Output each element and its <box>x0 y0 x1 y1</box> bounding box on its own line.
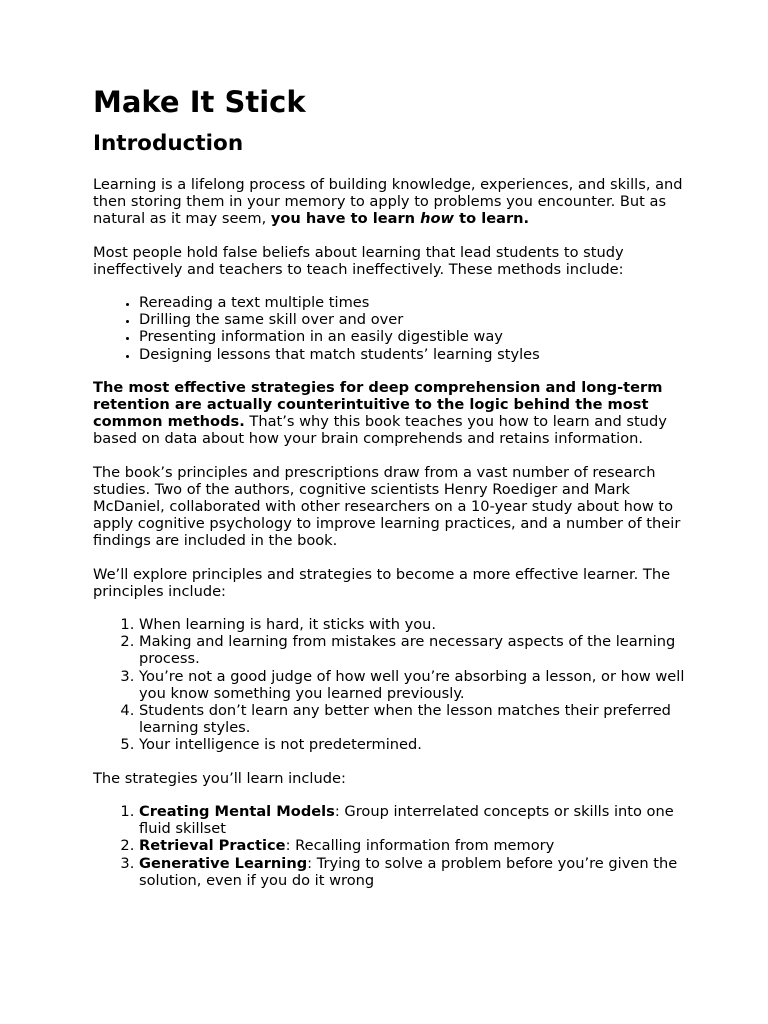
false-beliefs-list <box>93 294 693 363</box>
section-heading: Introduction <box>93 131 244 156</box>
intro-bold-before: you have to learn <box>270 210 421 228</box>
research-paragraph: The book’s principles and prescriptions draw from a vast number of research studies. Two of the authors, cognitive scientists Henry Roediger and Mark McDaniel, collaborated with other researchers on a 10-year study about how to apply cognitive psychology to improve learning practices, and a number of their findings are included in the book. <box>93 463 681 550</box>
intro-text: Learning is a lifelong process of building knowledge, experiences, and skills, and then storing them in your memory to apply to problems you encounter. But as natural as it may seem, <box>93 176 683 228</box>
principles-paragraph: We’ll explore principles and strategies to become a more effective learner. The principles include: <box>93 565 671 600</box>
document-title: Make It Stick <box>93 85 306 119</box>
effective-text: That’s why this book teaches you how to learn and study based on data about how your brain comprehends and retains information. <box>93 413 667 448</box>
list-item: 2. Making and learning from mistakes are necessary aspects of the learning process. <box>139 633 693 667</box>
strategy-desc: : Group interrelated concepts or skills into one fluid skillset <box>139 802 674 838</box>
intro-bold-italic: how <box>420 210 455 228</box>
list-item: • Drilling the same skill over and over <box>139 311 693 328</box>
effective-paragraph <box>93 379 693 448</box>
principles-list <box>93 616 693 754</box>
list-item <box>139 837 693 854</box>
document-page <box>93 84 693 905</box>
strategies-paragraph: The strategies you’ll learn include: <box>93 769 346 787</box>
strategies-list <box>93 803 693 889</box>
intro-paragraph <box>93 176 693 228</box>
strategy-term: Generative Learning <box>139 854 308 872</box>
list-item <box>139 803 693 837</box>
strategy-term: Retrieval Practice <box>139 837 286 855</box>
list-item: • Presenting information in an easily digestible way <box>139 328 693 345</box>
list-item: 5. Your intelligence is not predetermined. <box>139 736 693 753</box>
list-item <box>139 855 693 889</box>
strategy-term: Creating Mental Models <box>139 802 335 820</box>
false-beliefs-paragraph: Most people hold false beliefs about learning that lead students to study ineffectively and teachers to teach ineffectively. These methods include: <box>93 243 624 278</box>
list-item: 1. When learning is hard, it sticks with you. <box>139 616 693 633</box>
list-item: 4. Students don’t learn any better when the lesson matches their preferred learning styles. <box>139 702 693 736</box>
list-item: • Designing lessons that match students’ learning styles <box>139 346 693 363</box>
list-item: 3. You’re not a good judge of how well you’re absorbing a lesson, or how well you know something you learned previously. <box>139 668 693 702</box>
intro-bold-after: to learn. <box>454 210 530 228</box>
list-item: • Rereading a text multiple times <box>139 294 693 311</box>
strategy-desc: : Trying to solve a problem before you’re given the solution, even if you do it wrong <box>139 854 678 889</box>
strategy-desc: : Recalling information from memory <box>285 837 555 855</box>
effective-bold: The most effective strategies for deep comprehension and long-term retention are actually counterintuitive to the logic behind the most common methods. <box>93 378 663 431</box>
